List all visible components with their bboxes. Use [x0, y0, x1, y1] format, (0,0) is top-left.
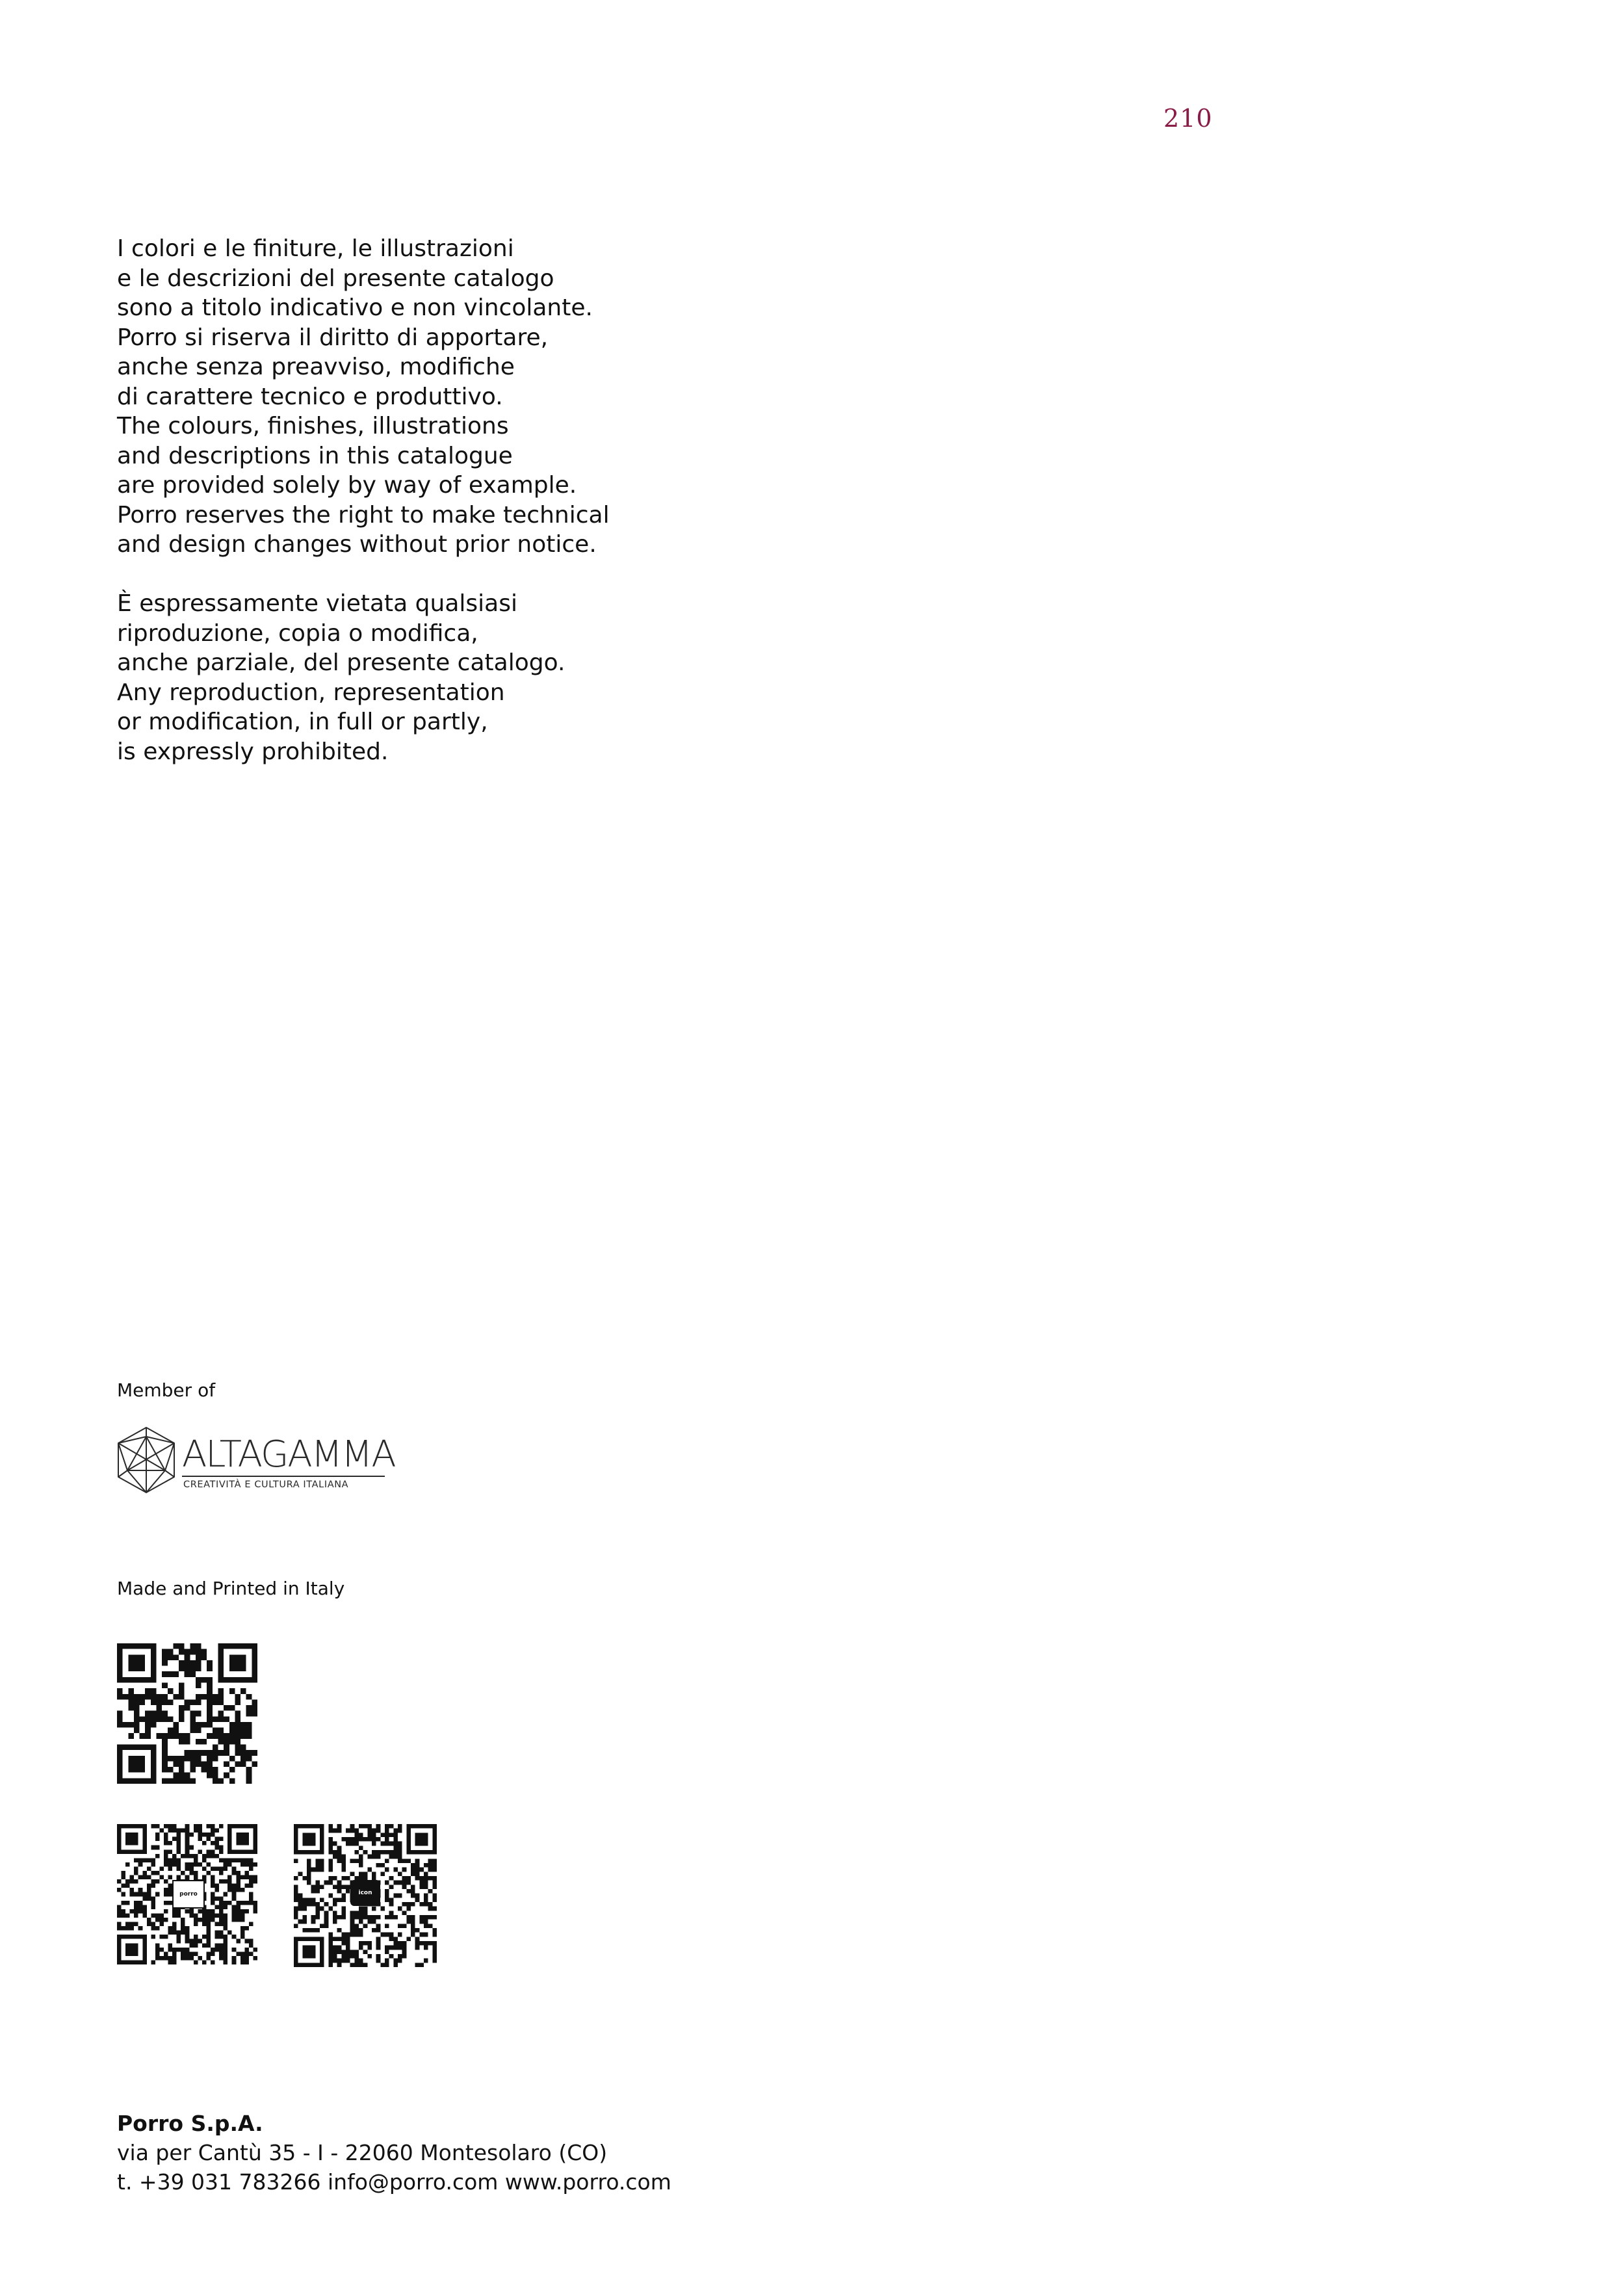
disclaimer-line: The colours, finishes, illustrations [117, 413, 509, 439]
disclaimer-line: sono a titolo indicativo e non vincolante. [117, 294, 593, 321]
copyright-line: is expressly prohibited. [117, 738, 389, 765]
copyright-line: Any reproduction, representation [117, 679, 505, 706]
altagamma-wordmark: ALTAGAMMA [182, 1433, 395, 1476]
disclaimer-line: I colori e le finiture, le illustrazioni [117, 235, 514, 262]
copyright-line: anche parziale, del presente catalogo. [117, 649, 565, 676]
company-name: Porro S.p.A. [117, 2111, 263, 2136]
disclaimer-line: and descriptions in this catalogue [117, 442, 513, 469]
disclaimer-line: Porro si riserva il diritto di apportare, [117, 324, 549, 351]
disclaimer-line: Porro reserves the right to make technical [117, 501, 610, 528]
altagamma-tagline: CREATIVITÀ E CULTURA ITALIANA [183, 1480, 349, 1490]
qr-porro-badge: porro [172, 1880, 205, 1909]
disclaimer-line: anche senza preavviso, modifiche [117, 354, 515, 380]
copyright-paragraph [117, 589, 565, 766]
disclaimer-line: are provided solely by way of example. [117, 472, 577, 499]
disclaimer-line: di carattere tecnico e produttivo. [117, 383, 503, 410]
copyright-line: riproduzione, copia o modifica, [117, 620, 478, 647]
qr-social-badge: icon [350, 1880, 380, 1906]
page-number: 210 [1163, 104, 1213, 133]
copyright-line: È espressamente vietata qualsiasi [117, 590, 517, 617]
altagamma-logo [114, 1425, 394, 1495]
made-in-italy-label: Made and Printed in Italy [117, 1578, 345, 1599]
qr-code-main[interactable] [117, 1643, 257, 1784]
disclaimer-paragraph [117, 234, 610, 560]
copyright-line: or modification, in full or partly, [117, 709, 488, 735]
polyhedron-icon [114, 1425, 178, 1495]
logo-divider [182, 1476, 385, 1477]
disclaimer-line: e le descrizioni del presente catalogo [117, 265, 554, 292]
disclaimer-line: and design changes without prior notice. [117, 531, 597, 558]
contact-block [117, 2109, 671, 2197]
company-address: via per Cantù 35 - I - 22060 Montesolaro (CO) [117, 2140, 608, 2165]
member-of-label: Member of [117, 1379, 216, 1401]
company-phone-web: t. +39 031 783266 info@porro.com www.porro.com [117, 2169, 671, 2195]
